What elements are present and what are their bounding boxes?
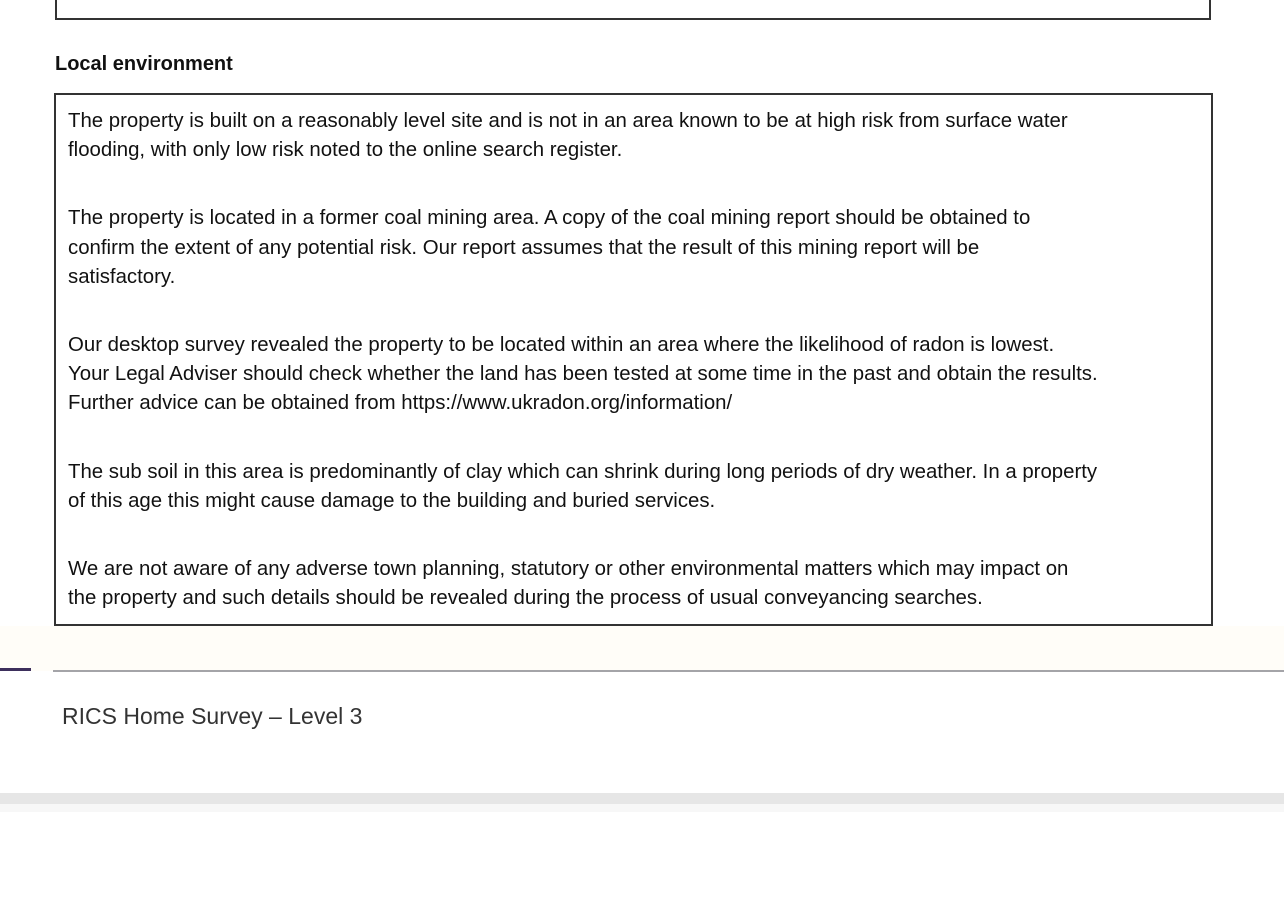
- text-line: The property is built on a reasonably level site and is not in an area known to be at high risk from surface water: [68, 110, 1068, 132]
- footer-accent-rule: [0, 668, 31, 671]
- paragraph-sub-soil: [68, 458, 1199, 516]
- paragraph-coal-mining: [68, 204, 1199, 292]
- text-line: Our desktop survey revealed the property to be located within an area where the likelihood of radon is lowest.: [68, 334, 1055, 357]
- local-environment-box: [54, 93, 1213, 626]
- page-separator-shadow: [0, 804, 1284, 812]
- text-line: of this age this might cause damage to the building and buried services.: [68, 489, 716, 512]
- text-line: the property and such details should be revealed during the process of usual conveyancing searches.: [68, 587, 983, 610]
- text-line: Further advice can be obtained from https://www.ukradon.org/information/: [68, 392, 733, 415]
- text-line: satisfactory.: [68, 265, 176, 288]
- text-line: flooding, with only low risk noted to the online search register.: [68, 139, 623, 162]
- paragraph-radon: [68, 331, 1199, 419]
- text-line: The property is located in a former coal mining area. A copy of the coal mining report should be obtained to: [68, 207, 1031, 230]
- section-heading: Local environment: [55, 53, 233, 75]
- text-line: We are not aware of any adverse town planning, statutory or other environmental matters which may impact on: [68, 558, 1069, 581]
- text-line: The sub soil in this area is predominantly of clay which can shrink during long periods of dry weather. In a property: [68, 460, 1098, 483]
- footer-title: RICS Home Survey – Level 3: [62, 703, 363, 729]
- footer-divider: [53, 670, 1284, 672]
- footer-band: [0, 626, 1284, 671]
- paragraph-planning: [68, 555, 1199, 613]
- text-line: Your Legal Adviser should check whether the land has been tested at some time in the past and obtain the results.: [68, 363, 1098, 386]
- page-separator: [0, 793, 1284, 804]
- text-line: confirm the extent of any potential risk. Our report assumes that the result of this mining report will be: [68, 236, 980, 259]
- paragraph-flooding: [68, 107, 1199, 165]
- previous-section-box: [55, 0, 1211, 20]
